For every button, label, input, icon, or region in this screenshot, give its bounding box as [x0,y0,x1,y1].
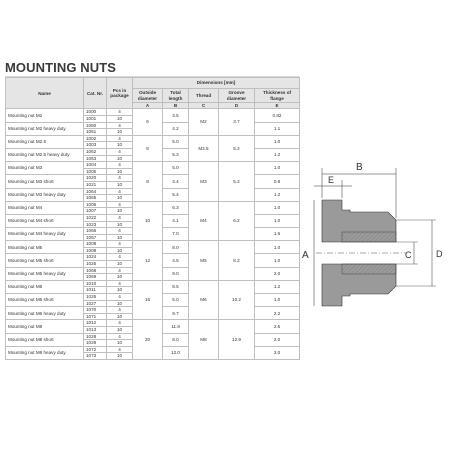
header-dimensions: Dimensions [mm] [133,78,300,89]
cat-nr-cell: 1023 [84,221,107,228]
flange-thickness-cell: 1.0 [255,254,300,267]
pcs-cell: 10 [107,195,133,202]
pcs-cell: 10 [107,327,133,334]
pcs-cell: 4 [107,294,133,301]
cat-nr-cell: 1007 [84,208,107,215]
pcs-cell: 10 [107,274,133,281]
pcs-cell: 4 [107,201,133,208]
total-length-cell: 4.1 [163,214,189,227]
header-thread: Thread [189,89,219,103]
outside-diameter-cell: 8 [133,135,163,161]
total-length-cell: 12.0 [163,346,189,359]
pcs-cell: 4 [107,135,133,142]
cat-nr-cell: 1067 [84,234,107,241]
thread-cell: M2 [189,109,219,135]
table-row [6,241,300,248]
pcs-cell: 4 [107,188,133,195]
groove-diameter-cell: 12.9 [219,320,255,360]
specification-table [5,77,300,360]
outside-diameter-cell: 10 [133,201,163,241]
thread-cell: M5 [189,241,219,281]
outside-diameter-cell: 20 [133,320,163,360]
header-thickness-of-flange: Thickness of flange [255,89,300,103]
header-letter-d: D [219,103,255,109]
header-groove-diameter: Groove diameter [219,89,255,103]
groove-diameter-cell: 5.2 [219,135,255,161]
product-name-cell: Mounting nut M3 short [6,175,84,188]
flange-thickness-cell: 0.8 [255,175,300,188]
pcs-cell: 10 [107,208,133,215]
pcs-cell: 4 [107,148,133,155]
total-length-cell: 4.5 [163,254,189,267]
pcs-cell: 4 [107,175,133,182]
product-name-cell: Mounting nut M2.5 [6,135,84,148]
total-length-cell: 5.3 [163,148,189,161]
header-name: Name [6,78,84,109]
pcs-cell: 4 [107,346,133,353]
product-name-cell: Mounting nut M3 heavy duty [6,188,84,201]
groove-diameter-cell: 5.2 [219,162,255,202]
thread-cell: M6 [189,280,219,320]
thread-hatch-lower [342,264,396,274]
pcs-cell: 10 [107,247,133,254]
dim-e-label: E [328,175,335,185]
pcs-cell: 4 [107,109,133,116]
cat-nr-cell: 1065 [84,195,107,202]
pcs-cell: 10 [107,221,133,228]
pcs-cell: 10 [107,142,133,149]
cat-nr-cell: 1064 [84,188,107,195]
cat-nr-cell: 1013 [84,327,107,334]
cat-nr-cell: 1006 [84,201,107,208]
flange-thickness-cell: 2.2 [255,307,300,320]
pcs-cell: 4 [107,307,133,314]
table-row [6,162,300,169]
cat-nr-cell: 1010 [84,280,107,287]
cat-nr-cell: 1063 [84,155,107,162]
product-name-cell: Mounting nut M4 [6,201,84,214]
product-name-cell: Mounting nut M6 [6,280,84,293]
total-length-cell: 6.3 [163,201,189,214]
flange-thickness-cell: 1.0 [255,241,300,254]
header-letter-b: B [163,103,189,109]
thread-hatch-upper [342,232,396,242]
product-name-cell: Mounting nut M5 short [6,254,84,267]
flange-thickness-cell: 1.1 [255,122,300,135]
flange-thickness-cell: 1.0 [255,201,300,214]
header-letter-e: E [255,103,300,109]
cat-nr-cell: 1000 [84,109,107,116]
cat-nr-cell: 1022 [84,214,107,221]
pcs-cell: 10 [107,129,133,136]
table-row [6,320,300,327]
thread-cell: M4 [189,201,219,241]
product-name-cell: Mounting nut M5 heavy duty [6,267,84,280]
total-length-cell: 5.0 [163,294,189,307]
product-name-cell: Mounting nut M6 short [6,294,84,307]
flange-thickness-cell: 1.2 [255,148,300,161]
table-row [6,280,300,287]
flange-thickness-cell: 2.0 [255,333,300,346]
table-body [6,109,300,360]
total-length-cell: 3.4 [163,175,189,188]
cat-nr-cell: 1070 [84,307,107,314]
cat-nr-cell: 1062 [84,148,107,155]
flange-thickness-cell: 1.2 [255,188,300,201]
pcs-cell: 10 [107,234,133,241]
cat-nr-cell: 1073 [84,353,107,360]
table-row [6,135,300,142]
cat-nr-cell: 1028 [84,333,107,340]
pcs-cell: 10 [107,300,133,307]
product-name-cell: Mounting nut M6 heavy duty [6,307,84,320]
header-letter-a: A [133,103,163,109]
pcs-cell: 10 [107,168,133,175]
flange-thickness-cell: 2.0 [255,267,300,280]
total-length-cell: 8.0 [163,333,189,346]
total-length-cell: 9.7 [163,307,189,320]
page-title: MOUNTING NUTS [5,60,117,75]
cat-nr-cell: 1029 [84,340,107,347]
product-name-cell: Mounting nut M4 short [6,214,84,227]
cat-nr-cell: 1060 [84,122,107,129]
cat-nr-cell: 1021 [84,181,107,188]
cat-nr-cell: 1024 [84,254,107,261]
groove-diameter-cell: 6.2 [219,201,255,241]
cat-nr-cell: 1005 [84,168,107,175]
pcs-cell: 10 [107,116,133,123]
cat-nr-cell: 1011 [84,287,107,294]
total-length-cell: 7.0 [163,228,189,241]
flange-thickness-cell: 3.0 [255,346,300,359]
pcs-cell: 4 [107,254,133,261]
outside-diameter-cell: 16 [133,280,163,320]
product-name-cell: Mounting nut M8 heavy duty [6,346,84,359]
flange-thickness-cell: 1.0 [255,214,300,227]
dim-a-label: A [302,250,309,261]
pcs-cell: 10 [107,340,133,347]
product-name-cell: Mounting nut M3 [6,162,84,175]
pcs-cell: 10 [107,181,133,188]
total-length-cell: 3.5 [163,109,189,122]
flange-thickness-cell: 1.0 [255,162,300,175]
product-name-cell: Mounting nut M8 short [6,333,84,346]
cat-nr-cell: 1061 [84,129,107,136]
groove-diameter-cell: 10.2 [219,280,255,320]
thread-cell: M2.5 [189,135,219,161]
thread-cell: M3 [189,162,219,202]
flange-thickness-cell: 0.82 [255,109,300,122]
flange-thickness-cell: 1.0 [255,294,300,307]
table-row [6,109,300,116]
cat-nr-cell: 1071 [84,313,107,320]
flange-thickness-cell: 1.2 [255,280,300,293]
product-name-cell: Mounting nut M2 [6,109,84,122]
header-outside-diameter: Outside diameter [133,89,163,103]
pcs-cell: 10 [107,261,133,268]
cat-nr-cell: 1004 [84,162,107,169]
product-name-cell: Mounting nut M4 heavy duty [6,228,84,241]
cat-nr-cell: 1027 [84,300,107,307]
cat-nr-cell: 1008 [84,241,107,248]
pcs-cell: 4 [107,267,133,274]
pcs-cell: 4 [107,122,133,129]
cat-nr-cell: 1068 [84,267,107,274]
outside-diameter-cell: 12 [133,241,163,281]
product-name-cell: Mounting nut M2.5 heavy duty [6,148,84,161]
pcs-cell: 4 [107,320,133,327]
pcs-cell: 4 [107,280,133,287]
cat-nr-cell: 1001 [84,116,107,123]
header-total-length: Total length [163,89,189,103]
product-name-cell: Mounting nut M8 [6,320,84,333]
header-pcs-in-package: Pcs in package [107,78,133,109]
cat-nr-cell: 1002 [84,135,107,142]
flange-thickness-cell: 2.5 [255,320,300,333]
pcs-cell: 4 [107,214,133,221]
pcs-cell: 10 [107,353,133,360]
header-cat-nr: Cat. Nr. [84,78,107,109]
cat-nr-cell: 1003 [84,142,107,149]
groove-diameter-cell: 8.2 [219,241,255,281]
flange-thickness-cell: 1.6 [255,228,300,241]
cat-nr-cell: 1069 [84,274,107,281]
pcs-cell: 4 [107,241,133,248]
header-letter-c: C [189,103,219,109]
dim-c-label: C [405,250,412,260]
flange-thickness-cell: 1.0 [255,135,300,148]
cat-nr-cell: 1066 [84,228,107,235]
dim-b-label: B [356,162,363,173]
pcs-cell: 10 [107,155,133,162]
total-length-cell: 4.2 [163,122,189,135]
outside-diameter-cell: 6 [133,109,163,135]
total-length-cell: 9.0 [163,267,189,280]
product-name-cell: Mounting nut M5 [6,241,84,254]
outside-diameter-cell: 8 [133,162,163,202]
total-length-cell: 8.5 [163,280,189,293]
pcs-cell: 10 [107,313,133,320]
pcs-cell: 4 [107,162,133,169]
total-length-cell: 5.0 [163,162,189,175]
total-length-cell: 11.9 [163,320,189,333]
cat-nr-cell: 1025 [84,261,107,268]
dim-d-label: D [436,249,443,259]
table-row [6,201,300,208]
cat-nr-cell: 1026 [84,294,107,301]
cat-nr-cell: 1072 [84,346,107,353]
cat-nr-cell: 1009 [84,247,107,254]
total-length-cell: 8.0 [163,241,189,254]
pcs-cell: 4 [107,228,133,235]
total-length-cell: 5.4 [163,188,189,201]
cat-nr-cell: 1012 [84,320,107,327]
product-name-cell: Mounting nut M2 heavy duty [6,122,84,135]
thread-cell: M8 [189,320,219,360]
pcs-cell: 10 [107,287,133,294]
total-length-cell: 5.0 [163,135,189,148]
pcs-cell: 4 [107,333,133,340]
mounting-nut-drawing [292,150,452,310]
groove-diameter-cell: 3.7 [219,109,255,135]
cat-nr-cell: 1020 [84,175,107,182]
